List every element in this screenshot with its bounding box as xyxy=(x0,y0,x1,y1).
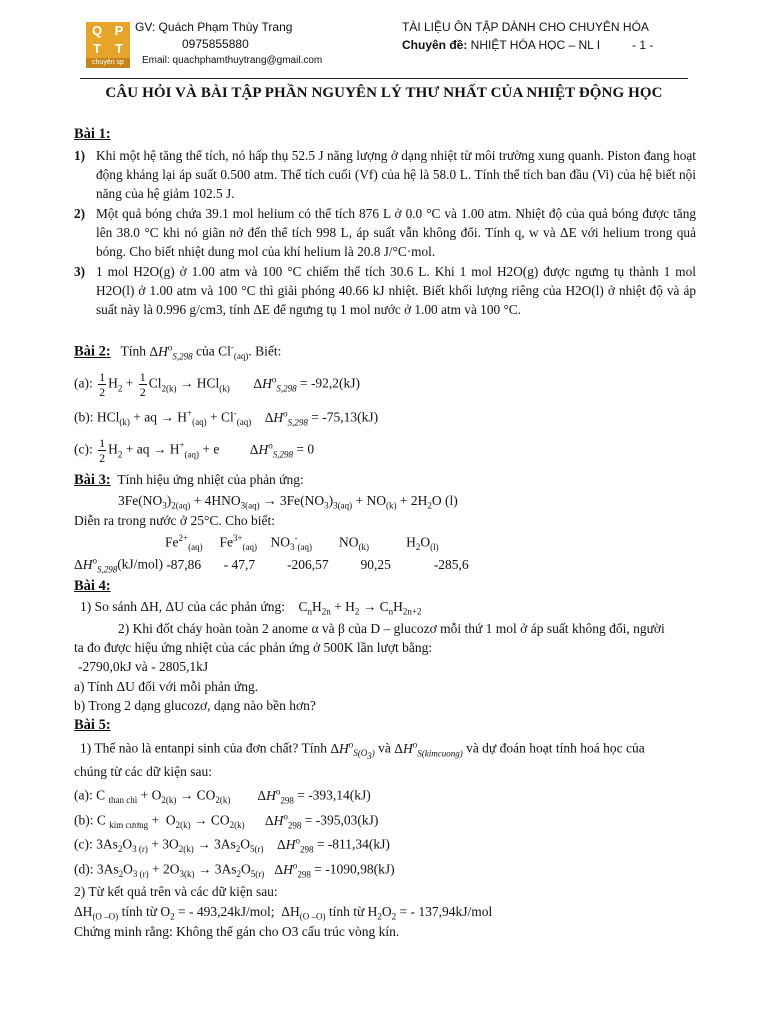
header-divider xyxy=(80,78,688,79)
bai3-heading: Bài 3: Tính hiệu ứng nhiệt của phản ứng: xyxy=(74,472,304,488)
value-cell: -87,86 xyxy=(166,556,202,572)
item-number: 3) xyxy=(74,264,86,279)
bai5-reaction-a: (a): C $_{than chì} + O_{2(k)} \to CO_{2(k)}$ $\Delta H^o_{298} = -393,14(kJ)$ xyxy=(74,786,371,806)
bai5-q1-cont: chúng từ các dữ kiện sau: xyxy=(74,764,212,779)
topic-line xyxy=(402,38,600,52)
bai2-intro: Bài 2: Tính $\Delta H^o_{S,298}$ của $Cl^-_{(aq)}$. Biết: xyxy=(74,342,282,362)
bai1-item-3 xyxy=(74,262,696,319)
topic-label: Chuyên đề: xyxy=(402,38,468,52)
bai4-qa: a) Tính ΔU đối với mỗi phản ứng. xyxy=(74,679,259,694)
item-text: Một quả bóng chứa 39.1 mol helium có thể tích 876 L ở 0.0 °C và 1.00 atm. Nhiệt độ của quả bóng được tăng lên 38.0 °C khi nó giãn nở đến thể tích 998 L, áp suất vẫn không đổi. Tính q, w và ΔE với helium trong quả bóng. Cho biết nhiệt dung mol của khí helium là 20.8 J/°C·mol. xyxy=(96,206,696,259)
bai5-reaction-c: (c): $3As_2O_{3 (r)} + 3O_{2(k)} \to 3As_2O_{5(r)}$ $\Delta H^o_{298} = -811,34(kJ)$ xyxy=(74,835,390,855)
page-title: CÂU HỎI VÀ BÀI TẬP PHẦN NGUYÊN LÝ THƯ NHẤT CỦA NHIỆT ĐỘNG HỌC xyxy=(105,85,663,101)
topic-value: NHIỆT HÓA HỌC – NL I xyxy=(467,38,601,52)
logo-letter: T xyxy=(115,41,123,56)
bai5-reaction-d: (d): $3As_2O_{3 (r)} + 2O_{3(k)} \to 3As_2O_{5(r)}$ $\Delta H^o_{298} = -1090,98(kJ)$ xyxy=(74,860,395,880)
bai3-values-row: $\Delta H^o_{S,298}(kJ/mol)$ -87,86 - 47,7 -206,57 90,25 -285,6 xyxy=(74,555,484,574)
bai5-heading: Bài 5: xyxy=(74,717,111,733)
bai4-heading: Bài 4: xyxy=(74,578,111,594)
value-cell: 90,25 xyxy=(360,556,391,572)
item-text: 1 mol H2O(g) ở 1.00 atm và 100 °C chiếm thể tích 30.6 L. Khi 1 mol H2O(g) được ngưng tụ thành 1 mol H2O(l) ở 1.00 atm và 100 °C thì giải phóng 40.66 kJ nhiệt. Biết khối lượng riêng của H2O(l) ở nhiệt độ và áp suất này là 0.996 g/cm3, tính ΔE để ngưng tụ 1 mol nước ở 1.00 atm và 100 °C. xyxy=(96,264,696,317)
bai2-reaction-c: (c): $\frac{1}{2}$ $H_2$ + aq → $H^+_{(aq)} + e$ $\Delta H^o_{S,298} = 0$ xyxy=(74,436,315,465)
document-series-title: TÀI LIỆU ÔN TẬP DÀNH CHO CHUYÊN HÓA xyxy=(402,20,649,34)
bai5-q2-data: $\Delta H_{(O -O)}$ tính từ $O_2$ = - 493,24kJ/mol; $\Delta H_{(O -O)}$ tính từ $H_2O_2$ = - 137,94kJ/mol xyxy=(74,904,493,922)
bai4-q2a: 2) Khi đốt cháy hoàn toàn 2 anome α và β của D – glucozơ mỗi thứ 1 mol ở áp suất không đổi, người xyxy=(118,621,665,636)
bai4-q1: 1) So sánh ΔH, ΔU của các phản ứng: $C_nH_{2n} + H_2 \to C_nH_{2n+2}$ xyxy=(80,599,422,617)
bai5-q1: 1) Thế nào là entanpi sinh của đơn chất? Tính $\Delta H^o_{S(O_3)}$ và $\Delta H^o_{S(kimcuong)}$ và dự đoán hoạt tính hoá học của xyxy=(80,739,645,761)
bai5-q2: 2) Từ kết quả trên và các dữ kiện sau: xyxy=(74,884,278,899)
value-cell: - 47,7 xyxy=(223,556,256,572)
delta-h-formation: $\Delta H^o_{S,298}$ xyxy=(149,342,193,362)
teacher-email: Email: quachphamthuytrang@gmail.com xyxy=(142,55,323,66)
logo-letter: Q xyxy=(91,23,103,38)
bai2-reaction-b: (b): HCl$_{(k)}$ + aq → $H^+_{(aq)} + Cl^-_{(aq)}$ $\Delta H^o_{S,298} = -75,13(kJ)$ xyxy=(74,408,379,428)
bai3-reaction: $3Fe(NO_3)_{2(aq)} + 4HNO_{3(aq)} \to 3Fe(NO_3)_{3(aq)} + NO_{(k)} + 2H_2O$ (l) xyxy=(118,493,458,511)
page-number: - 1 - xyxy=(632,38,654,52)
item-number: 1) xyxy=(74,148,86,163)
bai4-qb: b) Trong 2 dạng glucozơ, dạng nào bền hơn? xyxy=(74,698,316,713)
logo-letter: P xyxy=(114,23,124,38)
value-cell: -285,6 xyxy=(433,556,469,572)
bai2-reaction-a: (a): $\frac{1}{2}$ $H_2$ + $\frac{1}{2}$ $Cl_{2(k)} \to HCl_{(k)}$ $\Delta H^o_{S,298} = -92,2(kJ)$ xyxy=(74,370,361,399)
bai4-q2b: ta đo được hiệu ứng nhiệt của các phản ứng ở 500K lần lượt bằng: xyxy=(74,640,433,655)
value-cell: -206,57 xyxy=(287,556,329,572)
teacher-phone: 0975855880 xyxy=(182,37,249,51)
bai1-heading: Bài 1: xyxy=(74,126,111,142)
logo-tag: chuyên sp xyxy=(86,58,130,68)
bai5-conclusion: Chứng minh rằng: Không thể gán cho O3 cấu trúc vòng kín. xyxy=(74,924,400,939)
teacher-name: GV: Quách Phạm Thùy Trang xyxy=(135,20,293,34)
bai1-item-2 xyxy=(74,204,696,261)
logo-letter: T xyxy=(93,41,101,56)
logo xyxy=(86,22,130,68)
item-number: 2) xyxy=(74,206,86,221)
bai5-reaction-b: (b): C $_{kim cương} + O_{2(k)} \to CO_{2(k)}$ $\Delta H^o_{298} = -395,03(kJ)$ xyxy=(74,811,379,831)
item-text: Khi một hệ tăng thể tích, nó hấp thụ 52.5 J năng lượng ở dạng nhiệt từ môi trường xung quanh. Piston đang hoạt động kháng lại áp suất 0.500 atm. Thể tích cuối (Vf) của hệ là 58.0 L. Tính thể tích ban đầu (Vi) của hệ biết nội năng của hệ giảm 102.5 J. xyxy=(96,148,696,201)
bai1-item-1 xyxy=(74,146,696,203)
bai3-condition: Diễn ra trong nước ở 25°C. Cho biết: xyxy=(74,513,275,528)
page-header xyxy=(0,0,768,84)
bai4-q2c: -2790,0kJ và - 2805,1kJ xyxy=(78,659,209,674)
bai3-species-header: $Fe^{2+}_{(aq)}$ $Fe^{3+}_{(aq)}$ $NO_3^-_{(aq)}$ $NO_{(k)}$ $H_2O_{(l)}$ xyxy=(165,533,439,553)
